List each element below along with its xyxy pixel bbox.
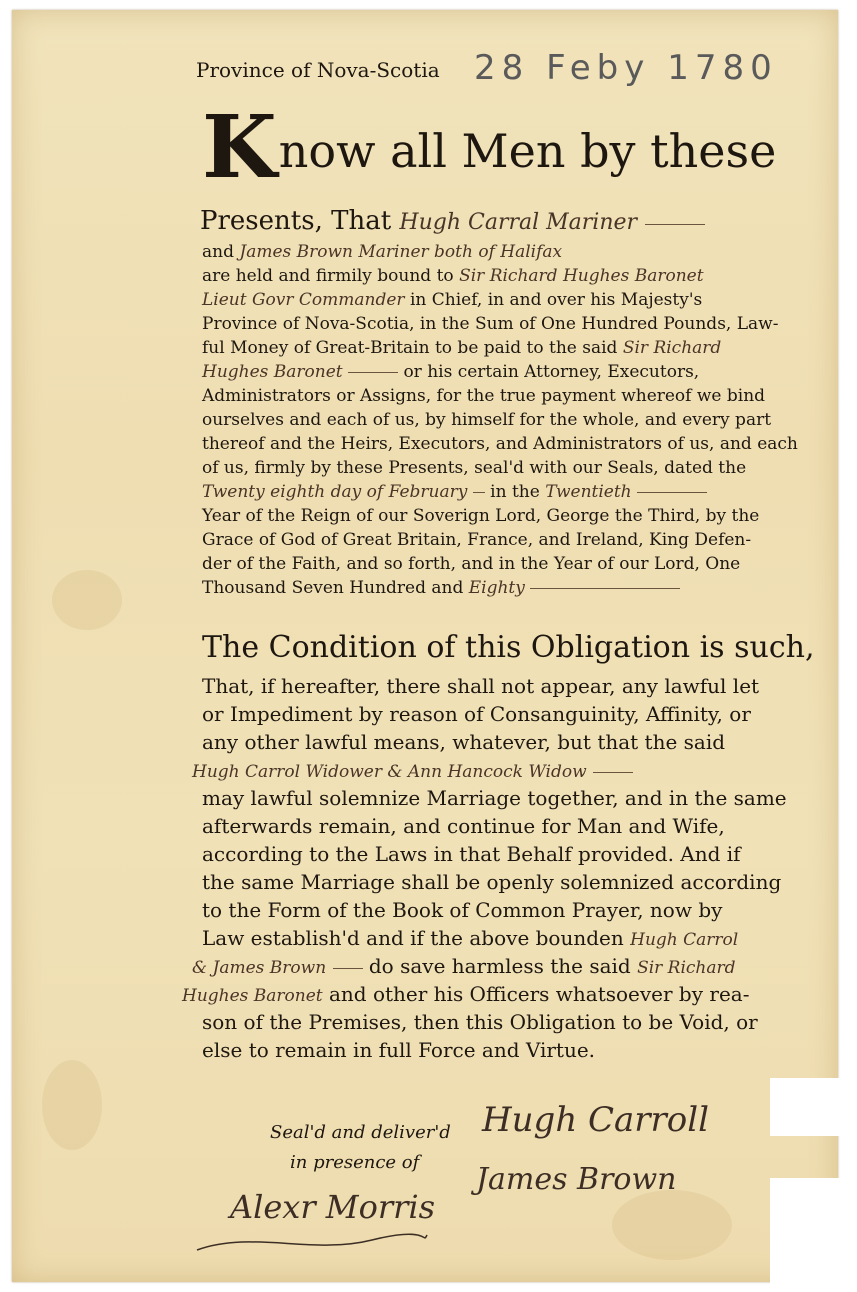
document-page bbox=[12, 10, 838, 1282]
bond-line: Hughes Baronet or his certain Attorney, Executors, bbox=[202, 362, 700, 382]
signature-james-brown: James Brown bbox=[476, 1162, 677, 1197]
bond-line: Grace of God of Great Britain, France, and Ireland, King Defen- bbox=[202, 530, 752, 550]
bond-line: Twenty eighth day of February in the Twentieth bbox=[202, 482, 707, 502]
bond-line: Lieut Govr Commander in Chief, in and over his Majesty's bbox=[202, 290, 703, 310]
presence-label: in presence of bbox=[290, 1152, 420, 1173]
handwritten-field: Hugh Carrol bbox=[630, 930, 739, 950]
witness-flourish bbox=[192, 1220, 432, 1260]
title-text: now all Men by these bbox=[278, 124, 777, 178]
signature-hugh-carroll: Hugh Carroll bbox=[482, 1100, 710, 1140]
condition-line: may lawful solemnize Marriage together, and in the same bbox=[202, 786, 787, 810]
condition-line bbox=[192, 758, 633, 784]
sealed-delivered-label: Seal'd and deliver'd bbox=[270, 1122, 451, 1143]
condition-line: according to the Laws in that Behalf provided. And if bbox=[202, 842, 741, 866]
bond-line: Year of the Reign of our Soverign Lord, George the Third, by the bbox=[202, 506, 760, 526]
document-title bbox=[202, 97, 777, 198]
handwritten-field: Lieut Govr Commander bbox=[202, 290, 405, 310]
torn-notch bbox=[770, 1178, 857, 1292]
bond-line: thereof and the Heirs, Executors, and Administrators of us, and each bbox=[202, 434, 798, 454]
signature-witness: Alexr Morris bbox=[230, 1188, 436, 1226]
condition-line: any other lawful means, whatever, but that the said bbox=[202, 730, 726, 754]
bond-line: Administrators or Assigns, for the true payment whereof we bind bbox=[202, 386, 766, 406]
province-heading: Province of Nova-Scotia bbox=[196, 58, 440, 82]
condition-line: Hughes Baronet and other his Officers whatsoever by rea- bbox=[182, 982, 750, 1006]
handwritten-field: Sir Richard bbox=[622, 338, 722, 358]
condition-line: the same Marriage shall be openly solemnized according bbox=[202, 870, 782, 894]
condition-heading: The Condition of this Obligation is such, bbox=[202, 630, 815, 665]
condition-line: or Impediment by reason of Consanguinity, Affinity, or bbox=[202, 702, 751, 726]
condition-line: son of the Premises, then this Obligation to be Void, or bbox=[202, 1010, 758, 1034]
condition-line: afterwards remain, and continue for Man and Wife, bbox=[202, 814, 725, 838]
bond-line: ourselves and each of us, by himself for the whole, and every part bbox=[202, 410, 772, 430]
handwritten-field: Sir Richard bbox=[637, 958, 736, 978]
bond-line: Presents, That Hugh Carral Mariner bbox=[200, 206, 705, 238]
handwritten-field: & James Brown bbox=[192, 958, 327, 978]
handwritten-field: Hugh Carrol Widower & Ann Hancock Widow bbox=[192, 762, 587, 782]
handwritten-field: Hugh Carral Mariner bbox=[399, 210, 638, 235]
condition-line: to the Form of the Book of Common Prayer, now by bbox=[202, 898, 723, 922]
handwritten-field: Eighty bbox=[468, 578, 525, 598]
handwritten-date: 28 Feby 1780 bbox=[474, 48, 778, 88]
handwritten-field: Hughes Baronet bbox=[202, 362, 343, 382]
bond-line: der of the Faith, and so forth, and in the Year of our Lord, One bbox=[202, 554, 741, 574]
handwritten-field: Sir Richard Hughes Baronet bbox=[459, 266, 704, 286]
bond-line: and James Brown Mariner both of Halifax bbox=[202, 242, 563, 262]
handwritten-field: Twentieth bbox=[545, 482, 632, 502]
bond-line: Thousand Seven Hundred and Eighty bbox=[202, 578, 680, 598]
torn-notch bbox=[770, 1078, 857, 1136]
condition-line: else to remain in full Force and Virtue. bbox=[202, 1038, 596, 1062]
handwritten-field: James Brown Mariner both of Halifax bbox=[239, 242, 563, 262]
bond-line: are held and firmily bound to Sir Richard Hughes Baronet bbox=[202, 266, 704, 286]
condition-line: Law establish'd and if the above bounden Hugh Carrol bbox=[202, 926, 739, 950]
title-dropcap: K bbox=[202, 97, 277, 198]
handwritten-field: Twenty eighth day of February bbox=[202, 482, 468, 502]
condition-line: & James Brown do save harmless the said Sir Richard bbox=[192, 954, 736, 978]
condition-line: That, if hereafter, there shall not appear, any lawful let bbox=[202, 674, 760, 698]
bond-line: Province of Nova-Scotia, in the Sum of One Hundred Pounds, Law- bbox=[202, 314, 779, 334]
handwritten-field: Hughes Baronet bbox=[182, 986, 323, 1006]
bond-line: of us, firmly by these Presents, seal'd with our Seals, dated the bbox=[202, 458, 747, 478]
bond-line: ful Money of Great-Britain to be paid to the said Sir Richard bbox=[202, 338, 722, 358]
